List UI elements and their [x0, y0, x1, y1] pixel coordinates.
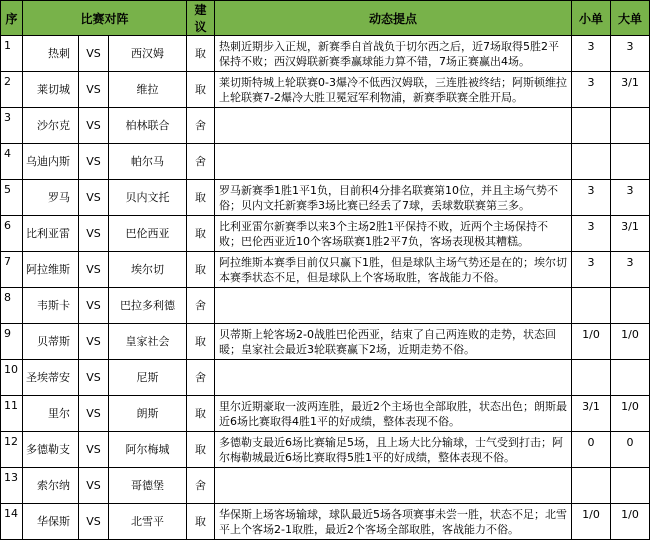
big-bet-cell: 1/0 — [611, 396, 650, 432]
away-team-cell: 贝内文托 — [109, 180, 187, 216]
advice-cell: 取 — [187, 72, 215, 108]
small-bet-cell: 3 — [572, 252, 611, 288]
advice-cell: 舍 — [187, 360, 215, 396]
big-bet-cell — [611, 288, 650, 324]
table-row — [1, 396, 650, 432]
away-team-cell: 维拉 — [109, 72, 187, 108]
seq-cell: 13 — [1, 468, 23, 504]
away-team-cell: 哥德堡 — [109, 468, 187, 504]
table-row — [1, 36, 650, 72]
dynamics-cell: 比利亚雷尔新赛季以来3个主场2胜1平保持不败，近两个主场保持不败；巴伦西亚近10个客场联赛1胜2平7负，客场表现极其糟糕。 — [215, 216, 572, 252]
big-bet-cell — [611, 468, 650, 504]
seq-cell: 2 — [1, 72, 23, 108]
table-row — [1, 216, 650, 252]
dynamics-cell: 多德勒支最近6场比赛输足5场，且上场大比分输球，士气受到打击；阿尔梅勒城最近6场比赛取得5胜1平的好成绩，整体表现不俗。 — [215, 432, 572, 468]
seq-cell: 8 — [1, 288, 23, 324]
seq-cell: 14 — [1, 504, 23, 540]
advice-cell: 取 — [187, 180, 215, 216]
away-team-cell: 埃尔切 — [109, 252, 187, 288]
advice-cell: 舍 — [187, 288, 215, 324]
vs-cell: VS — [79, 216, 109, 252]
seq-cell: 12 — [1, 432, 23, 468]
big-bet-cell — [611, 360, 650, 396]
small-bet-cell: 1/0 — [572, 324, 611, 360]
dynamics-cell: 热刺近期步入正规，新赛季自首战负于切尔西之后，近7场取得5胜2平保持不败；西汉姆联新赛季赢球能力算不错，7场正赛赢出4场。 — [215, 36, 572, 72]
home-team-cell: 韦斯卡 — [23, 288, 79, 324]
header-small: 小单 — [572, 1, 611, 36]
vs-cell: VS — [79, 432, 109, 468]
small-bet-cell — [572, 360, 611, 396]
dynamics-cell: 里尔近期豪取一波两连胜，最近2个主场也全部取胜，状态出色；朗斯最近6场比赛取得4胜1平的好成绩，整体表现不俗。 — [215, 396, 572, 432]
table-row — [1, 144, 650, 180]
big-bet-cell — [611, 108, 650, 144]
big-bet-cell: 3 — [611, 252, 650, 288]
away-team-cell: 帕尔马 — [109, 144, 187, 180]
header-dynamics: 动态提点 — [215, 1, 572, 36]
vs-cell: VS — [79, 252, 109, 288]
vs-cell: VS — [79, 72, 109, 108]
table-row — [1, 288, 650, 324]
dynamics-cell: 莱切斯特城上轮联赛0-3爆冷不低西汉姆联，三连胜被终结；阿斯顿维拉上轮联赛7-2爆冷大胜卫冕冠军利物浦，新赛季联赛全胜开局。 — [215, 72, 572, 108]
big-bet-cell: 1/0 — [611, 504, 650, 540]
header-big: 大单 — [611, 1, 650, 36]
vs-cell: VS — [79, 36, 109, 72]
vs-cell: VS — [79, 108, 109, 144]
header-seq: 序 — [1, 1, 23, 36]
away-team-cell: 北雪平 — [109, 504, 187, 540]
vs-cell: VS — [79, 288, 109, 324]
dynamics-cell: 华保斯上场客场输球，球队最近5场各项赛事未尝一胜，状态不足；北雪平上个客场2-1取胜，最近2个客场全部取胜，客战能力不俗。 — [215, 504, 572, 540]
dynamics-cell — [215, 144, 572, 180]
dynamics-cell: 贝蒂斯上轮客场2-0战胜巴伦西亚，结束了自己两连败的走势，状态回暖；皇家社会最近3轮联赛赢下2场，近期走势不俗。 — [215, 324, 572, 360]
advice-cell: 取 — [187, 504, 215, 540]
small-bet-cell: 3 — [572, 36, 611, 72]
seq-cell: 4 — [1, 144, 23, 180]
home-team-cell: 罗马 — [23, 180, 79, 216]
home-team-cell: 沙尔克 — [23, 108, 79, 144]
vs-cell: VS — [79, 504, 109, 540]
big-bet-cell: 1/0 — [611, 324, 650, 360]
away-team-cell: 巴伦西亚 — [109, 216, 187, 252]
away-team-cell: 西汉姆 — [109, 36, 187, 72]
dynamics-cell — [215, 108, 572, 144]
home-team-cell: 莱切城 — [23, 72, 79, 108]
advice-cell: 舍 — [187, 144, 215, 180]
away-team-cell: 柏林联合 — [109, 108, 187, 144]
home-team-cell: 圣埃蒂安 — [23, 360, 79, 396]
away-team-cell: 尼斯 — [109, 360, 187, 396]
header-match: 比赛对阵 — [23, 1, 187, 36]
seq-cell: 10 — [1, 360, 23, 396]
table-row — [1, 360, 650, 396]
dynamics-cell: 罗马新赛季1胜1平1负，目前积4分排名联赛第10位，并且主场气势不俗；贝内文托新赛季3场比赛已经丢了7球，丢球数联赛第三多。 — [215, 180, 572, 216]
seq-cell: 7 — [1, 252, 23, 288]
table-row — [1, 180, 650, 216]
seq-cell: 5 — [1, 180, 23, 216]
advice-cell: 取 — [187, 252, 215, 288]
home-team-cell: 贝蒂斯 — [23, 324, 79, 360]
away-team-cell: 朗斯 — [109, 396, 187, 432]
seq-cell: 3 — [1, 108, 23, 144]
table-row — [1, 432, 650, 468]
table-row — [1, 504, 650, 540]
seq-cell: 1 — [1, 36, 23, 72]
home-team-cell: 索尔纳 — [23, 468, 79, 504]
advice-cell: 取 — [187, 432, 215, 468]
vs-cell: VS — [79, 396, 109, 432]
big-bet-cell: 3 — [611, 36, 650, 72]
table-row — [1, 468, 650, 504]
small-bet-cell: 0 — [572, 432, 611, 468]
small-bet-cell: 3 — [572, 72, 611, 108]
home-team-cell: 多德勒支 — [23, 432, 79, 468]
seq-cell: 11 — [1, 396, 23, 432]
big-bet-cell: 3 — [611, 180, 650, 216]
dynamics-cell: 阿拉维斯本赛季目前仅只赢下1胜，但是球队主场气势还是在的；埃尔切本赛季状态不足，但是球队上个客场取胜，客战能力不俗。 — [215, 252, 572, 288]
small-bet-cell: 3 — [572, 216, 611, 252]
small-bet-cell — [572, 108, 611, 144]
away-team-cell: 皇家社会 — [109, 324, 187, 360]
vs-cell: VS — [79, 180, 109, 216]
home-team-cell: 乌迪内斯 — [23, 144, 79, 180]
vs-cell: VS — [79, 360, 109, 396]
seq-cell: 9 — [1, 324, 23, 360]
advice-cell: 舍 — [187, 468, 215, 504]
table-row — [1, 324, 650, 360]
big-bet-cell: 0 — [611, 432, 650, 468]
small-bet-cell: 3/1 — [572, 396, 611, 432]
vs-cell: VS — [79, 144, 109, 180]
small-bet-cell: 1/0 — [572, 504, 611, 540]
header-row — [1, 1, 650, 36]
home-team-cell: 阿拉维斯 — [23, 252, 79, 288]
seq-cell: 6 — [1, 216, 23, 252]
home-team-cell: 里尔 — [23, 396, 79, 432]
vs-cell: VS — [79, 324, 109, 360]
advice-cell: 取 — [187, 396, 215, 432]
dynamics-cell — [215, 468, 572, 504]
table-row — [1, 108, 650, 144]
small-bet-cell: 3 — [572, 180, 611, 216]
advice-cell: 取 — [187, 36, 215, 72]
away-team-cell: 阿尔梅城 — [109, 432, 187, 468]
home-team-cell: 华保斯 — [23, 504, 79, 540]
dynamics-cell — [215, 288, 572, 324]
table-row — [1, 72, 650, 108]
small-bet-cell — [572, 144, 611, 180]
small-bet-cell — [572, 288, 611, 324]
big-bet-cell: 3/1 — [611, 216, 650, 252]
small-bet-cell — [572, 468, 611, 504]
vs-cell: VS — [79, 468, 109, 504]
big-bet-cell — [611, 144, 650, 180]
advice-cell: 取 — [187, 216, 215, 252]
dynamics-cell — [215, 360, 572, 396]
advice-cell: 舍 — [187, 108, 215, 144]
big-bet-cell: 3/1 — [611, 72, 650, 108]
advice-cell: 取 — [187, 324, 215, 360]
table-row — [1, 252, 650, 288]
header-advice: 建议 — [187, 1, 215, 36]
home-team-cell: 比利亚雷 — [23, 216, 79, 252]
away-team-cell: 巴拉多利德 — [109, 288, 187, 324]
home-team-cell: 热刺 — [23, 36, 79, 72]
